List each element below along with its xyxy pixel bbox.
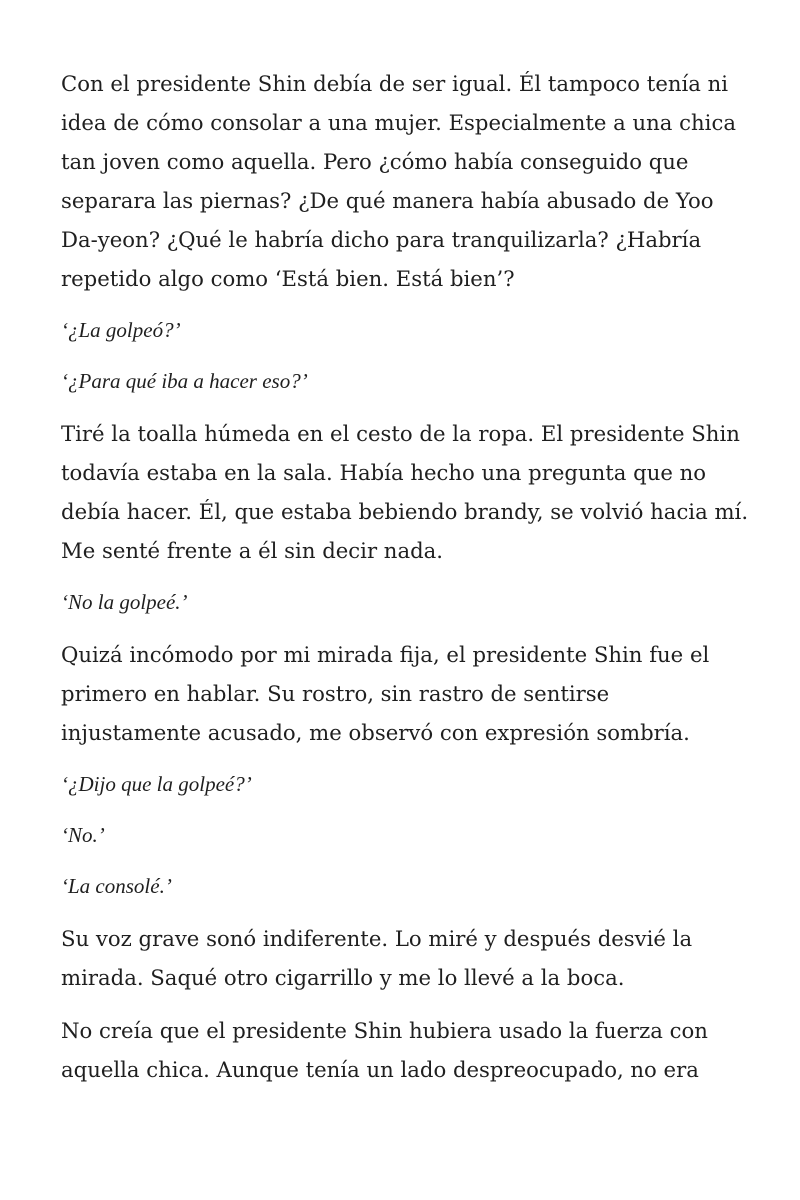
paragraph-4: Su voz grave sonó indiferente. Lo miré y después desvié la mirada. Saqué otro cigarrillo y me lo llevé a la boca.	[61, 926, 693, 990]
paragraph-3: Quizá incómodo por mi mirada fija, el presidente Shin fue el primero en hablar. Su rostro, sin rastro de sentirse injustamente acusado, me observó con expresión sombría.	[61, 642, 710, 745]
dialogue-line-6: ‘La consolé.’	[61, 874, 172, 898]
paragraph-5: No creía que el presidente Shin hubiera usado la fuerza con aquella chica. Aunque tenía un lado despreocupado, no era	[61, 1018, 708, 1082]
dialogue-line-4: ‘¿Dijo que la golpeé?’	[61, 772, 252, 796]
dialogue-line-1: ‘¿La golpeó?’	[61, 318, 181, 342]
dialogue-line-2: ‘¿Para qué iba a hacer eso?’	[61, 369, 308, 393]
dialogue-line-5: ‘No.’	[61, 823, 105, 847]
document-page	[61, 64, 751, 1103]
paragraph-1: Con el presidente Shin debía de ser igual. Él tampoco tenía ni idea de cómo consolar a una mujer. Especialmente a una chica tan joven como aquella. Pero ¿cómo había conseguido que separara las piernas? ¿De qué manera había abusado de Yoo Da-yeon? ¿Qué le habría dicho para tranquilizarla? ¿Habría repetido algo como ‘Está bien. Está bien’?	[61, 71, 736, 291]
dialogue-line-3: ‘No la golpeé.’	[61, 590, 188, 614]
paragraph-2: Tiré la toalla húmeda en el cesto de la ropa. El presidente Shin todavía estaba en la sala. Había hecho una pregunta que no debía hacer. Él, que estaba bebiendo brandy, se volvió hacia mí. Me senté frente a él sin decir nada.	[61, 421, 749, 563]
